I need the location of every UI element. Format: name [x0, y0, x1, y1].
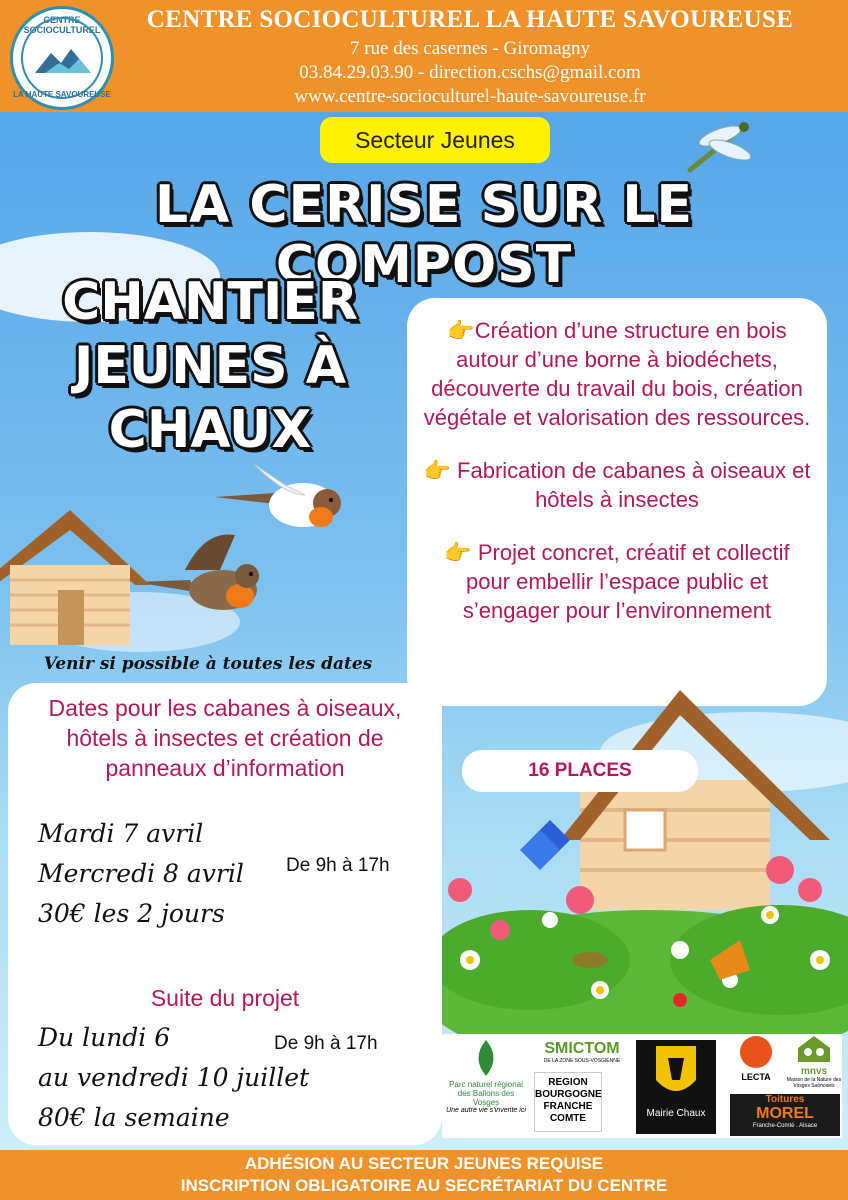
logo-text-bottom: LA HAUTE SAVOUREUSE [13, 90, 111, 99]
bullet-2: 👉 Fabrication de cabanes à oiseaux et hôtels à insectes [423, 458, 811, 512]
hours-2: De 9h à 17h [274, 1033, 378, 1054]
main-title: LA CERISE SUR LE COMPOST [154, 175, 694, 295]
chantier-subtitle [40, 270, 380, 462]
centre-contact[interactable]: 03.84.29.03.90 - direction.cschs@gmail.com [299, 62, 641, 83]
price-line-2: 80€ la semaine [38, 1103, 230, 1132]
partner-logos [442, 1034, 842, 1138]
footer-line-2: INSCRIPTION OBLIGATOIRE AU SECRÉTARIAT DU CENTRE [180, 1176, 668, 1195]
dragonfly-icon [680, 118, 760, 178]
price-line-1: 30€ les 2 jours [38, 899, 225, 928]
mairie-logo: Mairie Chaux [636, 1040, 716, 1134]
house-illustration-left [0, 505, 150, 645]
date-line-1: Mardi 7 avril [38, 819, 204, 848]
header [0, 0, 848, 112]
mnvs-logo: mnvs Maison de la Nature des Vosges Saônoises [786, 1034, 842, 1089]
pointing-hand-icon: 👉 [444, 540, 472, 565]
leaf-icon [471, 1038, 501, 1078]
centre-title: CENTRE SOCIOCULTUREL LA HAUTE SAVOUREUSE [146, 6, 794, 33]
dates-card [8, 683, 442, 1145]
owl-icon [794, 1034, 834, 1064]
eagle-crest-icon [646, 1040, 706, 1106]
dates-heading: Dates pour les cabanes à oiseaux, hôtels à insectes et création de panneaux d’information [48, 695, 402, 781]
footer-line-1: ADHÉSION AU SECTEUR JEUNES REQUISE [244, 1154, 604, 1173]
date-line-4: au vendredi 10 juillet [38, 1063, 310, 1092]
venir-note: Venir si possible à toutes les dates [43, 654, 373, 674]
suite-heading: Suite du projet [150, 985, 300, 1011]
subtitle-line-3: CHAUX [108, 400, 312, 460]
garden-house-illustration [440, 660, 848, 1040]
centre-website[interactable]: www.centre-socioculturel-haute-savoureuse.fr [294, 86, 646, 107]
pointing-hand-icon: 👉 [423, 458, 451, 483]
centre-logo [10, 6, 114, 110]
region-logo: REGION BOURGOGNE FRANCHE COMTE [534, 1072, 602, 1132]
subtitle-line-1: CHANTIER [62, 272, 358, 332]
description-card [407, 298, 827, 706]
smictom-logo: SMICTOM DE LA ZONE SOUS-VOSGIENNE [543, 1040, 621, 1064]
morel-logo: Toitures MOREL Franche-Comté . Alsace [730, 1094, 840, 1136]
places-badge: 16 PLACES [462, 750, 698, 792]
date-line-2: Mercredi 8 avril [38, 859, 244, 888]
hours-1: De 9h à 17h [286, 855, 390, 876]
robin-icon [135, 530, 270, 625]
lecta-logo: LECTA [732, 1034, 780, 1082]
centre-address: 7 rue des casernes - Giromagny [349, 38, 591, 59]
footer [0, 1150, 848, 1200]
secteur-jeunes-badge: Secteur Jeunes [320, 117, 550, 163]
bullet-3: 👉 Projet concret, créatif et collectif pour embellir l’espace public et s’engager pour l’environnement [444, 540, 790, 623]
subtitle-line-2: JEUNES À [74, 336, 346, 396]
bird-icon [215, 455, 345, 535]
parc-logo: Parc naturel régional des Ballons des Vosges Une autre vie s’invente ici [446, 1038, 526, 1134]
date-line-3: Du lundi 6 [38, 1023, 171, 1052]
pointing-hand-icon: 👉 [447, 318, 475, 343]
bullet-1: 👉Création d’une structure en bois autour d’une borne à biodéchets, découverte du travail du bois, création végétale et valorisation des ressources. [423, 318, 811, 430]
logo-text-top: CENTRE SOCIOCULTUREL [23, 15, 101, 35]
mountain-icon [35, 45, 91, 75]
